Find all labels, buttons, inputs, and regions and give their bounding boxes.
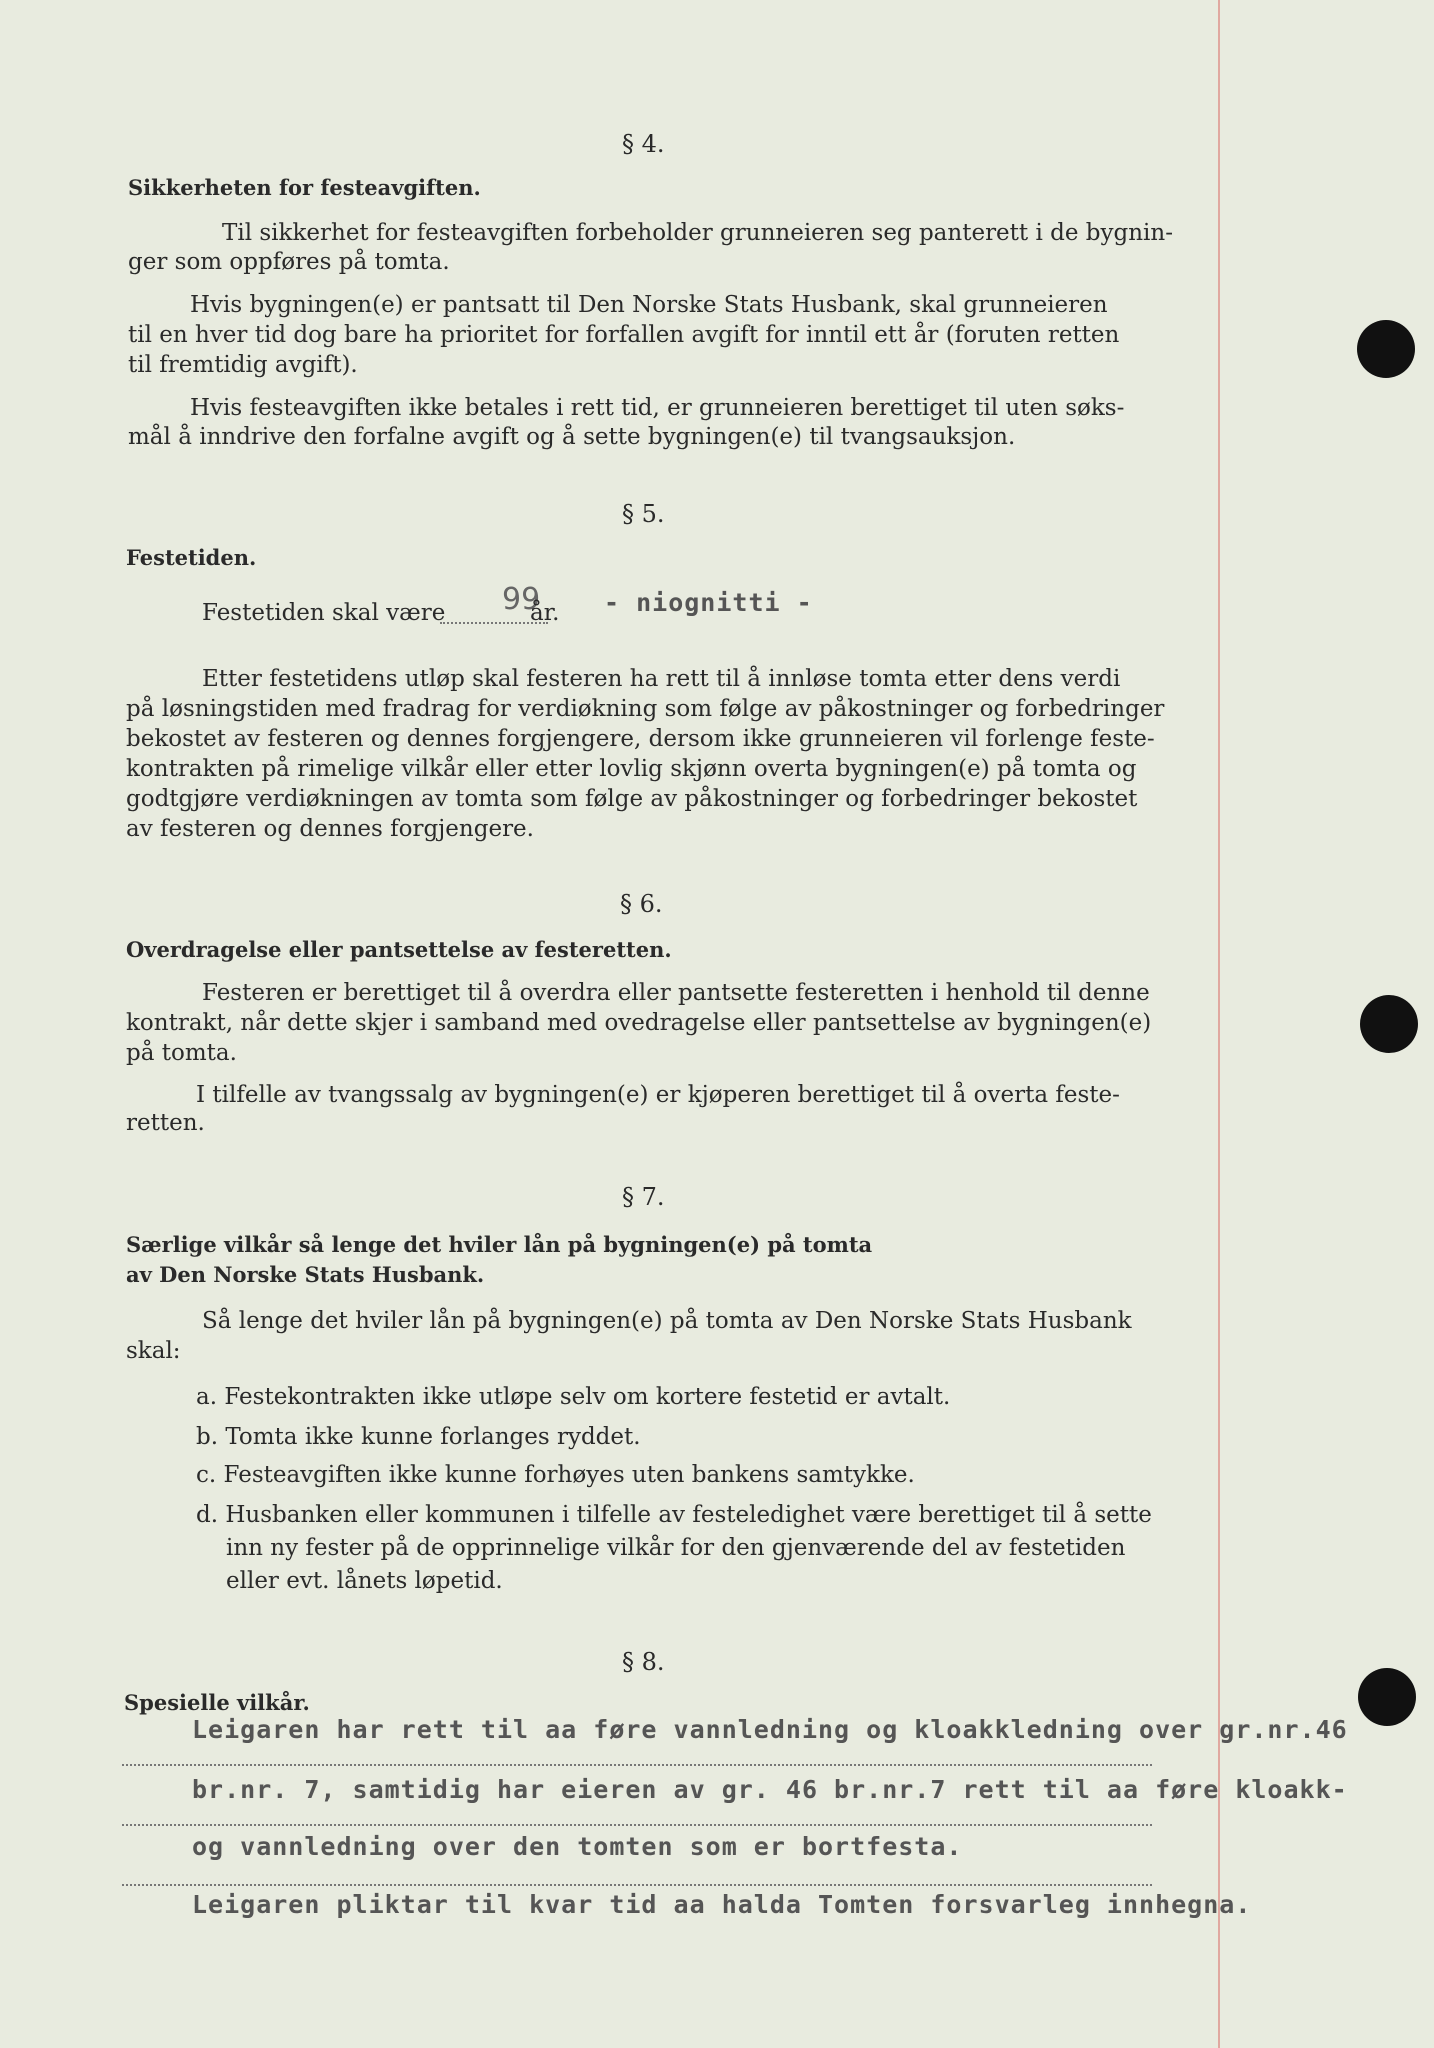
- paragraph-line: på løsningstiden med fradrag for verdiøkning som følge av påkostninger og forbedringer: [126, 696, 1165, 722]
- section-heading: Sikkerheten for festeavgiften.: [128, 175, 481, 200]
- dotted-rule: [122, 1884, 1152, 1886]
- paragraph-line: ger som oppføres på tomta.: [128, 249, 450, 275]
- paragraph-line: til fremtidig avgift).: [128, 352, 358, 378]
- paragraph-line: retten.: [126, 1110, 205, 1136]
- paragraph-line: Festeren er berettiget til å overdra eller pantsette festeretten i henhold til denne: [202, 980, 1150, 1006]
- paragraph-line: Så lenge det hviler lån på bygningen(e) på tomta av Den Norske Stats Husbank: [202, 1308, 1132, 1334]
- paragraph-line: godtgjøre verdiøkningen av tomta som følge av påkostninger og forbedringer bekostet: [126, 786, 1138, 812]
- section-number: § 4.: [622, 130, 665, 158]
- section-number: § 7.: [622, 1183, 665, 1211]
- paragraph-line: på tomta.: [126, 1040, 237, 1066]
- paragraph-line: I tilfelle av tvangssalg av bygningen(e) er kjøperen berettiget til å overta feste-: [196, 1082, 1120, 1108]
- paragraph-line: Etter festetidens utløp skal festeren ha rett til å innløse tomta etter dens verdi: [202, 666, 1121, 692]
- period-words: - niognitti -: [604, 588, 813, 617]
- typed-line: Leigaren har rett til aa føre vannledning og kloakkledning over gr.nr.46: [192, 1715, 1348, 1744]
- list-item: inn ny fester på de opprinnelige vilkår for den gjenværende del av festetiden: [226, 1535, 1126, 1561]
- period-unit: år.: [530, 600, 560, 626]
- punch-hole: [1357, 320, 1415, 378]
- paragraph-line: av festeren og dennes forgjengere.: [126, 816, 534, 842]
- section-number: § 6.: [620, 890, 663, 918]
- paragraph-line: Hvis festeavgiften ikke betales i rett tid, er grunneieren berettiget til uten søks-: [190, 395, 1125, 421]
- dotted-rule: [122, 1824, 1152, 1826]
- paragraph-line: bekostet av festeren og dennes forgjengere, dersom ikke grunneieren vil forlenge feste-: [126, 726, 1155, 752]
- typed-line: Leigaren pliktar til kvar tid aa halda Tomten forsvarleg innhegna.: [192, 1890, 1252, 1919]
- paragraph-line: kontrakten på rimelige vilkår eller etter lovlig skjønn overta bygningen(e) på tomta og: [126, 756, 1137, 782]
- section-heading: Overdragelse eller pantsettelse av festeretten.: [126, 937, 672, 962]
- paragraph-line: Til sikkerhet for festeavgiften forbeholder grunneieren seg panterett i de bygnin-: [222, 220, 1173, 246]
- paragraph-line: mål å inndrive den forfalne avgift og å sette bygningen(e) til tvangsauksjon.: [128, 424, 1016, 450]
- typed-line: og vannledning over den tomten som er bortfesta.: [192, 1832, 963, 1861]
- period-value: 99: [502, 582, 541, 617]
- punch-hole: [1360, 995, 1418, 1053]
- section-number: § 8.: [622, 1648, 665, 1676]
- list-item: eller evt. lånets løpetid.: [226, 1568, 503, 1594]
- paragraph-line: Hvis bygningen(e) er pantsatt til Den Norske Stats Husbank, skal grunneieren: [190, 292, 1108, 318]
- period-label: Festetiden skal være: [202, 600, 446, 626]
- section-heading: Festetiden.: [126, 545, 257, 570]
- paragraph-line: skal:: [126, 1338, 181, 1364]
- section-heading: av Den Norske Stats Husbank.: [126, 1262, 485, 1287]
- list-item: c. Festeavgiften ikke kunne forhøyes uten bankens samtykke.: [196, 1462, 915, 1488]
- list-item: b. Tomta ikke kunne forlanges ryddet.: [196, 1424, 641, 1450]
- section-number: § 5.: [622, 500, 665, 528]
- paragraph-line: til en hver tid dog bare ha prioritet for forfallen avgift for inntil ett år (foruten retten: [128, 322, 1120, 348]
- punch-hole: [1358, 1668, 1416, 1726]
- typed-line: br.nr. 7, samtidig har eieren av gr. 46 br.nr.7 rett til aa føre kloakk-: [192, 1775, 1348, 1804]
- section-heading: Spesielle vilkår.: [124, 1690, 310, 1715]
- paragraph-line: kontrakt, når dette skjer i samband med ovedragelse eller pantsettelse av bygningen(e): [126, 1010, 1152, 1036]
- section-heading: Særlige vilkår så lenge det hviler lån på bygningen(e) på tomta: [126, 1232, 873, 1257]
- list-item: d. Husbanken eller kommunen i tilfelle av festeledighet være berettiget til å sette: [196, 1502, 1152, 1528]
- list-item: a. Festekontrakten ikke utløpe selv om kortere festetid er avtalt.: [196, 1384, 951, 1410]
- dotted-rule: [122, 1764, 1152, 1766]
